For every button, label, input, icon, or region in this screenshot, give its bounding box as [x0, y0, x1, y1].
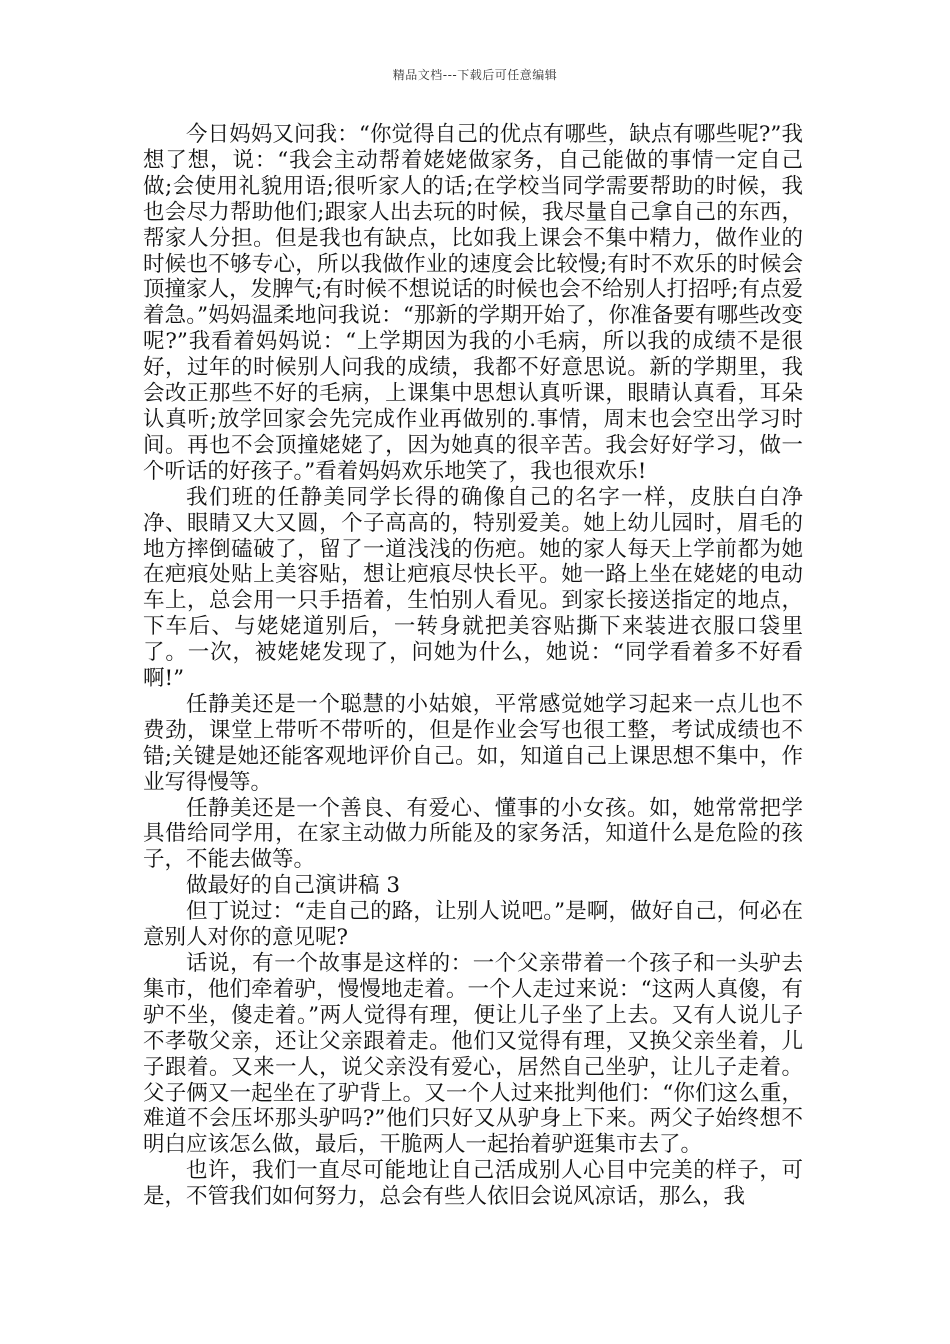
paragraph: 我们班的任静美同学长得的确像自己的名字一样，皮肤白白净净、眼睛又大又圆，个子高高的，特别爱美。她上幼儿园时，眉毛的地方摔倒磕破了，留了一道浅浅的伤疤。她的家人每天上学前都为她在疤痕处贴上美容贴，想让疤痕尽快长平。她一路上坐在姥姥的电动车上，总会用一只手捂着，生怕别人看见。到家长接送指定的地点，下车后、与姥姥道别后，一转身就把美容贴撕下来装进衣服口袋里了。一次，被姥姥发现了，问她为什么，她说：“同学看着多不好看啊!”: [143, 484, 803, 692]
paragraph: 话说，有一个故事是这样的：一个父亲带着一个孩子和一头驴去集市，他们牵着驴，慢慢地走着。一个人走过来说：“这两人真傻，有驴不坐，傻走着。”两人觉得有理，便让儿子坐了上去。又有人说儿子不孝敬父亲，还让父亲跟着走。他们又觉得有理，又换父亲坐着，儿子跟着。又来一人，说父亲没有爱心，居然自己坐驴，让儿子走着。父子俩又一起坐在了驴背上。又一个人过来批判他们：“你们这么重，难道不会压坏那头驴吗?”他们只好又从驴身上下来。两父子始终想不明白应该怎么做，最后，干脆两人一起抬着驴逛集市去了。: [143, 951, 803, 1158]
paragraph: 任静美还是一个聪慧的小姑娘，平常感觉她学习起来一点儿也不费劲，课堂上带听不带听的，但是作业会写也很工整，考试成绩也不错;关键是她还能客观地评价自己。如，知道自己上课思想不集中，作业写得慢等。: [143, 691, 803, 795]
paragraph: 也许，我们一直尽可能地让自己活成别人心目中完美的样子，可是，不管我们如何努力，总会有些人依旧会说风凉话，那么，我: [143, 1158, 803, 1210]
paragraph: 今日妈妈又问我：“你觉得自己的优点有哪些，缺点有哪些呢?”我想了想，说：“我会主动帮着姥姥做家务，自己能做的事情一定自己做;会使用礼貌用语;很听家人的话;在学校当同学需要帮助的时候，我也会尽力帮助他们;跟家人出去玩的时候，我尽量自己拿自己的东西，帮家人分担。但是我也有缺点，比如我上课会不集中精力，做作业的时候也不够专心，所以我做作业的速度会比较慢;有时不欢乐的时候会顶撞家人，发脾气;有时候不想说话的时候也会不给别人打招呼;有点爱着急。”妈妈温柔地问我说：“那新的学期开始了，你准备要有哪些改变呢?”我看着妈妈说：“上学期因为我的小毛病，所以我的成绩不是很好，过年的时候别人问我的成绩，我都不好意思说。新的学期里，我会改正那些不好的毛病，上课集中思想认真听课，眼睛认真看，耳朵认真听;放学回家会先完成作业再做别的.事情，周末也会空出学习时间。再也不会顶撞姥姥了，因为她真的很辛苦。我会好好学习，做一个听话的好孩子。”看着妈妈欢乐地笑了，我也很欢乐!: [143, 122, 803, 484]
page-header: 精品文档---下载后可任意编辑: [392, 68, 558, 82]
paragraph: 但丁说过：“走自己的路，让别人说吧。”是啊，做好自己，何必在意别人对你的意见呢?: [143, 899, 803, 951]
document-body: [143, 122, 803, 1210]
section-title: 做最好的自己演讲稿 3: [186, 873, 401, 899]
paragraph: 任静美还是一个善良、有爱心、懂事的小女孩。如，她常常把学具借给同学用，在家主动做力所能及的家务活，知道什么是危险的孩子，不能去做等。: [143, 795, 803, 873]
